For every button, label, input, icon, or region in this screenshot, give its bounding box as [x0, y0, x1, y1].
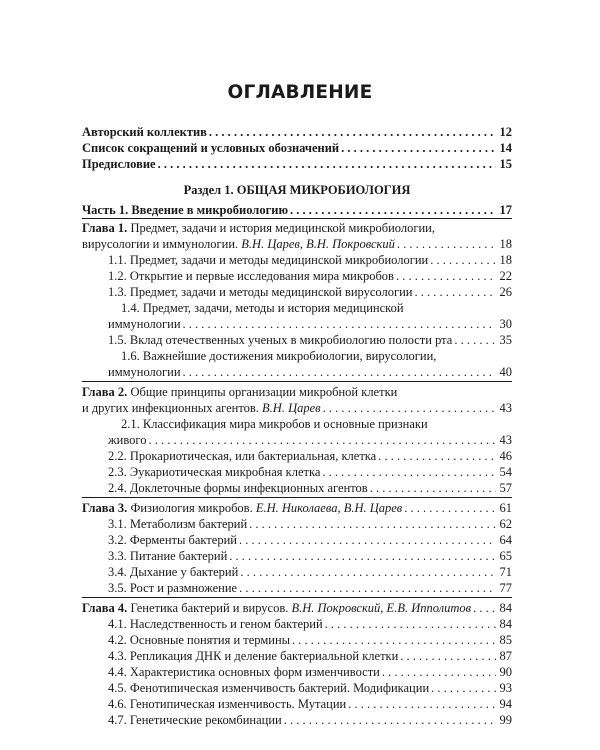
subsection-entry-cont[interactable]: [108, 364, 512, 380]
entry-label: 4.7. Генетические рекомбинации: [108, 713, 282, 727]
subsection-entry-cont[interactable]: [108, 432, 512, 448]
dot-leader: [414, 284, 496, 300]
chapter-number: Глава 4.: [82, 601, 128, 615]
chapter-title: Общие принципы организации микробной клетки: [130, 385, 398, 399]
chapter-2-items: [82, 416, 512, 496]
chapter-authors: В.Н. Царев: [262, 401, 321, 415]
entry-label: 4.3. Репликация ДНК и деление бактериальной клетки: [108, 649, 399, 663]
dot-leader: [431, 680, 496, 696]
page-number: 22: [499, 269, 512, 283]
dot-leader: [290, 202, 496, 218]
entry-label: 4.1. Наследственность и геном бактерий: [108, 617, 323, 631]
chapter-1-block: [82, 218, 512, 382]
page-number: 43: [499, 401, 512, 415]
page-number: 43: [499, 433, 512, 447]
page-number: 18: [499, 237, 512, 251]
chapter-title-cont: и других инфекционных агентов.: [82, 401, 259, 415]
chapter-authors: Е.Н. Николаева, В.Н. Царев: [255, 501, 403, 515]
dot-leader: [473, 600, 496, 616]
page-number: 87: [499, 649, 512, 663]
chapter-number: Глава 2.: [82, 385, 128, 399]
page-number: 15: [499, 157, 512, 171]
dot-leader: [430, 252, 496, 268]
subsection-entry[interactable]: [108, 464, 512, 480]
chapter-title: Физиология микробов.: [130, 501, 253, 515]
subsection-entry[interactable]: [108, 616, 512, 632]
entry-label: Список сокращений и условных обозначений: [82, 141, 340, 155]
subsection-entry[interactable]: [108, 648, 512, 664]
entry-label: 3.5. Рост и размножение: [108, 581, 238, 595]
subsection-entry-cont[interactable]: [108, 316, 512, 332]
entry-label: 4.6. Генотипическая изменчивость. Мутации: [108, 697, 347, 711]
chapter-title: Предмет, задачи и история медицинской микробиологии,: [130, 221, 435, 235]
section-heading: Раздел 1. ОБЩАЯ МИКРОБИОЛОГИЯ: [183, 183, 411, 197]
page-number: 46: [499, 449, 512, 463]
dot-leader: [284, 712, 496, 728]
dot-leader: [396, 268, 496, 284]
subsection-entry[interactable]: [108, 564, 512, 580]
page-number: 93: [499, 681, 512, 695]
page-number: 61: [499, 501, 512, 515]
subsection-entry[interactable]: 1.6. Важнейшие достижения микробиологии, вирусологии,: [121, 349, 437, 363]
dot-leader: [370, 480, 496, 496]
page-number: 57: [499, 481, 512, 495]
page-number: 14: [499, 141, 512, 155]
page-title: ОГЛАВЛЕНИЕ: [227, 82, 373, 103]
page-number: 99: [499, 713, 512, 727]
dot-leader: [322, 464, 496, 480]
entry-label: 3.4. Дыхание у бактерий: [108, 565, 239, 579]
dot-leader: [240, 564, 496, 580]
subsection-entry[interactable]: [108, 252, 512, 268]
subsection-entry[interactable]: [108, 632, 512, 648]
page-number: 12: [499, 125, 512, 139]
chapter-4-block: [82, 600, 512, 728]
dot-leader: [239, 580, 496, 596]
dot-leader: [158, 156, 496, 172]
entry-label: 1.2. Открытие и первые исследования мира микробов: [108, 269, 394, 283]
entry-label: 4.4. Характеристика основных форм изменчивости: [108, 665, 380, 679]
entry-label: иммунологии: [108, 317, 181, 331]
subsection-entry[interactable]: [108, 268, 512, 284]
entry-label: 2.2. Прокариотическая, или бактериальная, клетка: [108, 449, 377, 463]
subsection-entry[interactable]: 1.4. Предмет, задачи, методы и история медицинской: [121, 301, 404, 315]
dot-leader: [323, 400, 496, 416]
chapter-3-items: [82, 516, 512, 596]
page-number: 64: [499, 533, 512, 547]
dot-leader: [325, 616, 496, 632]
dot-leader: [341, 140, 496, 156]
page-number: 90: [499, 665, 512, 679]
subsection-entry[interactable]: [108, 664, 512, 680]
subsection-entry[interactable]: [108, 580, 512, 596]
chapter-heading[interactable]: [82, 600, 512, 616]
page-number: 26: [499, 285, 512, 299]
page-number: 54: [499, 465, 512, 479]
subsection-entry[interactable]: [108, 516, 512, 532]
subsection-entry[interactable]: [108, 448, 512, 464]
subsection-entry[interactable]: [108, 532, 512, 548]
chapter-authors: В.Н. Царев, В.Н. Покровский: [241, 237, 395, 251]
toc-entry[interactable]: [82, 156, 512, 172]
entry-label: иммунологии: [108, 365, 181, 379]
dot-leader: [148, 432, 496, 448]
dot-leader: [183, 316, 496, 332]
chapter-3-block: [82, 500, 512, 598]
chapter-number: Глава 1.: [82, 221, 128, 235]
page-number: 65: [499, 549, 512, 563]
dot-leader: [348, 696, 496, 712]
subsection-entry[interactable]: [108, 480, 512, 496]
chapter-title-cont: вирусологии и иммунологии.: [82, 237, 239, 251]
entry-label: 1.3. Предмет, задачи и методы медицинской вирусологии: [108, 285, 413, 299]
page-number: 84: [499, 617, 512, 631]
page-number: 18: [499, 253, 512, 267]
dot-leader: [229, 548, 496, 564]
page-number: 62: [499, 517, 512, 531]
dot-leader: [209, 124, 496, 140]
part-entry[interactable]: [82, 202, 512, 218]
chapter-heading-cont[interactable]: [82, 236, 512, 252]
page-number: 30: [499, 317, 512, 331]
entry-label: 4.5. Фенотипическая изменчивость бактерий. Модификации: [108, 681, 430, 695]
chapter-1-items: [82, 252, 512, 380]
page-number: 17: [499, 203, 512, 217]
entry-label: 3.3. Питание бактерий: [108, 549, 228, 563]
subsection-entry[interactable]: [108, 680, 512, 696]
page-number: 77: [499, 581, 512, 595]
entry-label: 1.1. Предмет, задачи и методы медицинской микробиологии: [108, 253, 429, 267]
entry-label: живого: [108, 433, 147, 447]
chapter-heading[interactable]: [82, 220, 512, 236]
dot-leader: [249, 516, 496, 532]
subsection-entry[interactable]: [108, 284, 512, 300]
entry-label: 4.2. Основные понятия и термины: [108, 633, 291, 647]
entry-label: Часть 1. Введение в микробиологию: [82, 203, 288, 217]
subsection-entry[interactable]: [108, 696, 512, 712]
subsection-entry[interactable]: [108, 548, 512, 564]
page-number: 84: [499, 601, 512, 615]
entry-label: 3.1. Метаболизм бактерий: [108, 517, 248, 531]
page-number: 71: [499, 565, 512, 579]
page-number: 40: [499, 365, 512, 379]
dot-leader: [404, 500, 496, 516]
dot-leader: [382, 664, 496, 680]
chapter-4-items: [82, 616, 512, 728]
chapter-heading[interactable]: [82, 384, 512, 400]
subsection-entry[interactable]: 2.1. Классификация мира микробов и основные признаки: [121, 417, 428, 431]
chapter-authors: В.Н. Покровский, Е.В. Ипполитов: [291, 601, 472, 615]
entry-label: Авторский коллектив: [82, 125, 207, 139]
entry-label: Предисловие: [82, 157, 156, 171]
toc-entry[interactable]: [82, 124, 512, 140]
chapter-title: Генетика бактерий и вирусов.: [130, 601, 289, 615]
chapter-number: Глава 3.: [82, 501, 128, 515]
chapter-heading[interactable]: [82, 500, 512, 516]
dot-leader: [239, 532, 496, 548]
entry-label: 2.3. Эукариотическая микробная клетка: [108, 465, 321, 479]
dot-leader: [378, 448, 496, 464]
dot-leader: [292, 632, 496, 648]
entry-label: 2.4. Доклеточные формы инфекционных агентов: [108, 481, 368, 495]
entry-label: 1.5. Вклад отечественных ученых в микробиологию полости рта: [108, 333, 453, 347]
dot-leader: [400, 648, 496, 664]
subsection-entry[interactable]: [108, 712, 512, 728]
section-1: [82, 182, 512, 728]
page-number: 94: [499, 697, 512, 711]
dot-leader: [454, 332, 496, 348]
dot-leader: [397, 236, 496, 252]
page-number: 35: [499, 333, 512, 347]
chapter-2-block: [82, 384, 512, 498]
dot-leader: [183, 364, 496, 380]
page-number: 85: [499, 633, 512, 647]
chapter-heading-cont[interactable]: [82, 400, 512, 416]
subsection-entry[interactable]: [108, 332, 512, 348]
entry-label: 3.2. Ферменты бактерий: [108, 533, 237, 547]
toc-entry[interactable]: [82, 140, 512, 156]
front-matter: [82, 124, 512, 172]
